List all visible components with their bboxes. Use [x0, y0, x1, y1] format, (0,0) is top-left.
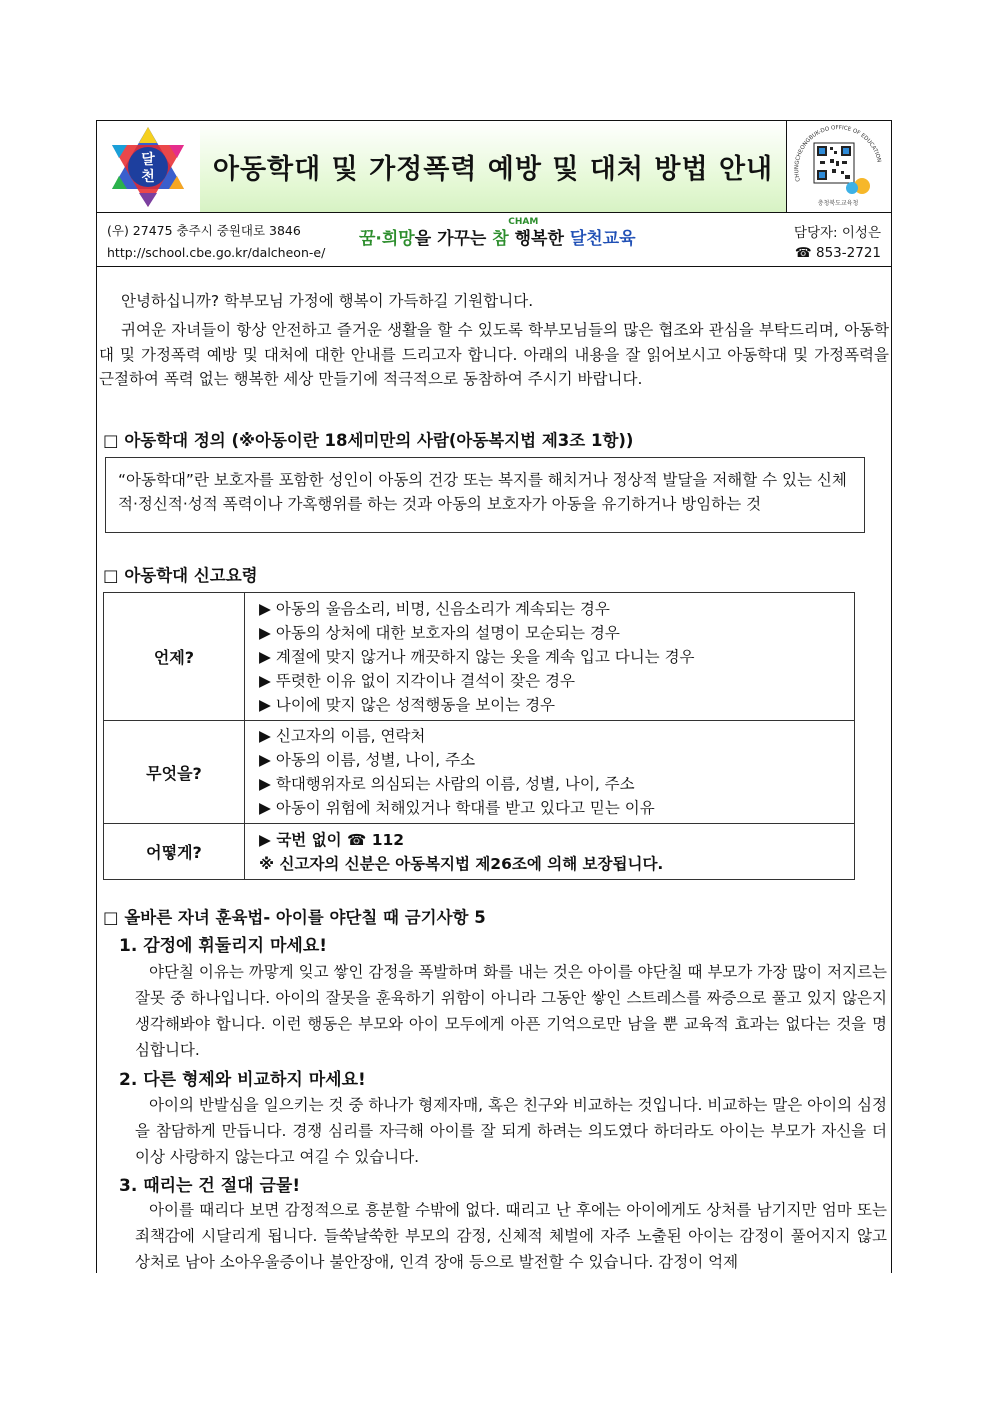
section3-title: 3. 때리는 건 절대 금물!	[119, 1176, 301, 1196]
postal-address: (우) 27475 충주시 중원대로 3846	[107, 223, 301, 238]
report-table	[103, 592, 855, 880]
document-frame	[96, 120, 892, 1273]
page-title: 아동학대 및 가정폭력 예방 및 대처 방법 안내	[212, 154, 774, 185]
logo-text-bottom: 천	[141, 169, 155, 185]
intro-line2: 귀여운 자녀들이 항상 안전하고 즐거운 생활을 할 수 있도록 학부모님들의 많은 협조와 관심을 부탁드리며, 아동학대 및 가정폭력 예방 및 대처에 대한 안내를 드리고자 합니다. 아래의 내용을 잘 읽어보시고 아동학대 및 가정폭력을 근절하여 폭력 없는 행복한 세상 만들기에 적극적으로 동참하여 주시기 바랍니다.	[99, 321, 889, 388]
definition-heading: □ 아동학대 정의 (※아동이란 18세미만의 사람(아동복지법 제3조 1항))	[103, 431, 634, 450]
school-url[interactable]: http://school.cbe.go.kr/dalcheon-e/	[107, 245, 326, 260]
row-key-how: 어떻게?	[104, 824, 245, 880]
row-key-when: 언제?	[104, 593, 245, 721]
school-logo	[97, 121, 201, 212]
slogan-part2: 을 가꾸는	[414, 229, 493, 249]
row-key-what: 무엇을?	[104, 721, 245, 824]
slogan-part4: 행복한	[508, 229, 570, 249]
list-item: ▶ 나이에 맞지 않은 성적행동을 보이는 경우	[259, 695, 556, 714]
definition-text: “아동학대”란 보호자를 포함한 성인이 아동의 건강 또는 복지를 해치거나 정상적 발달을 저해할 수 있는 신체적·정신적·성적 폭력이나 가혹행위를 하는 것과 아동의 보호자가 아동을 유기하거나 방임하는 것	[118, 471, 847, 513]
qr-code-icon	[786, 121, 891, 212]
list-item: ▶ 계절에 맞지 않거나 깨끗하지 않는 옷을 계속 입고 다니는 경우	[259, 647, 695, 666]
star-logo-icon	[97, 121, 200, 212]
list-item: ▶ 뚜렷한 이유 없이 지각이나 결석이 잦은 경우	[259, 671, 575, 690]
office-arc-text: CHUNGCHEONGBUK-DO OFFICE OF EDUCATION	[794, 125, 882, 183]
slogan	[359, 217, 636, 249]
section2-text: 아이의 반발심을 일으키는 것 중 하나가 형제자매, 혹은 친구와 비교하는 것입니다. 비교하는 말은 아이의 심정을 참담하게 만듭니다. 경쟁 심리를 자극해 아이를 잘 되게 하려는 의도였다 하더라도 아이는 부모가 자신을 더 이상 사랑하지 않는다고 여길 수 있습니다.	[135, 1096, 887, 1166]
table-row	[104, 721, 855, 824]
office-logo	[786, 121, 891, 212]
list-item: ▶ 아동의 상처에 대한 보호자의 설명이 모순되는 경우	[259, 623, 620, 642]
list-item: ▶ 아동의 이름, 성별, 나이, 주소	[259, 751, 476, 769]
slogan-cham-label: CHAM	[508, 217, 539, 227]
slogan-part5: 달천교육	[569, 229, 636, 249]
list-item: ▶ 신고자의 이름, 연락처	[259, 727, 426, 745]
row-items-what	[245, 721, 855, 824]
list-item: ▶ 아동이 위험에 처해있거나 학대를 받고 있다고 믿는 이유	[259, 799, 655, 817]
discipline-heading: □ 올바른 자녀 훈육법- 아이를 야단칠 때 금기사항 5	[103, 908, 486, 927]
header	[97, 121, 891, 213]
phone-number: ☎ 853-2721	[794, 245, 881, 261]
list-item: ▶ 아동의 울음소리, 비명, 신음소리가 계속되는 경우	[259, 599, 610, 618]
table-row	[104, 824, 855, 880]
section2-title: 2. 다른 형제와 비교하지 마세요!	[119, 1070, 366, 1090]
office-caption: 충청북도교육청	[817, 200, 859, 207]
definition-box	[105, 457, 865, 533]
slogan-part1: 꿈·희망	[359, 229, 415, 249]
list-item: ※ 신고자의 신분은 아동복지법 제26조에 의해 보장됩니다.	[259, 854, 664, 873]
list-item: ▶ 학대행위자로 의심되는 사람의 이름, 성별, 나이, 주소	[259, 775, 635, 793]
section1-title: 1. 감정에 휘둘리지 마세요!	[119, 936, 328, 956]
title-cell	[200, 121, 787, 212]
report-heading: □ 아동학대 신고요령	[103, 566, 258, 585]
section3-text: 아이를 때리다 보면 감정적으로 흥분할 수밖에 없다. 때리고 난 후에는 아이에게도 상처를 남기지만 엄마 또는 죄책감에 시달리게 됩니다. 들쑥날쑥한 부모의 감정, 신체적 체벌에 자주 노출된 아이는 감정이 풀어지지 않고 상처로 남아 소아우울증이나 불안장애, 인격 장애 등으로 발전할 수 있습니다. 감정이 억제	[135, 1201, 887, 1271]
row-items-how	[245, 824, 855, 880]
address-row	[97, 212, 891, 267]
logo-text-top: 달	[141, 152, 155, 168]
intro-line1: 안녕하십니까? 학부모님 가정에 행복이 가득하길 기원합니다.	[121, 292, 534, 310]
slogan-cham-hangul: 참	[492, 229, 509, 249]
section1-text: 야단칠 이유는 까맣게 잊고 쌓인 감정을 폭발하며 화를 내는 것은 아이를 야단칠 때 부모가 가장 많이 저지르는 잘못 중 하나입니다. 아이의 잘못을 훈육하기 위함이 아니라 그동안 쌓인 스트레스를 짜증으로 풀고 있지 않은지 생각해봐야 합니다. 이런 행동은 부모와 아이 모두에게 아픈 기억으로만 남을 뿐 교육적 효과는 없다는 것을 명심합니다.	[135, 963, 887, 1059]
table-row	[104, 593, 855, 721]
row-items-when	[245, 593, 855, 721]
contact-person: 담당자: 이성은	[793, 225, 881, 241]
list-item: ▶ 국번 없이 ☎ 112	[259, 830, 405, 849]
